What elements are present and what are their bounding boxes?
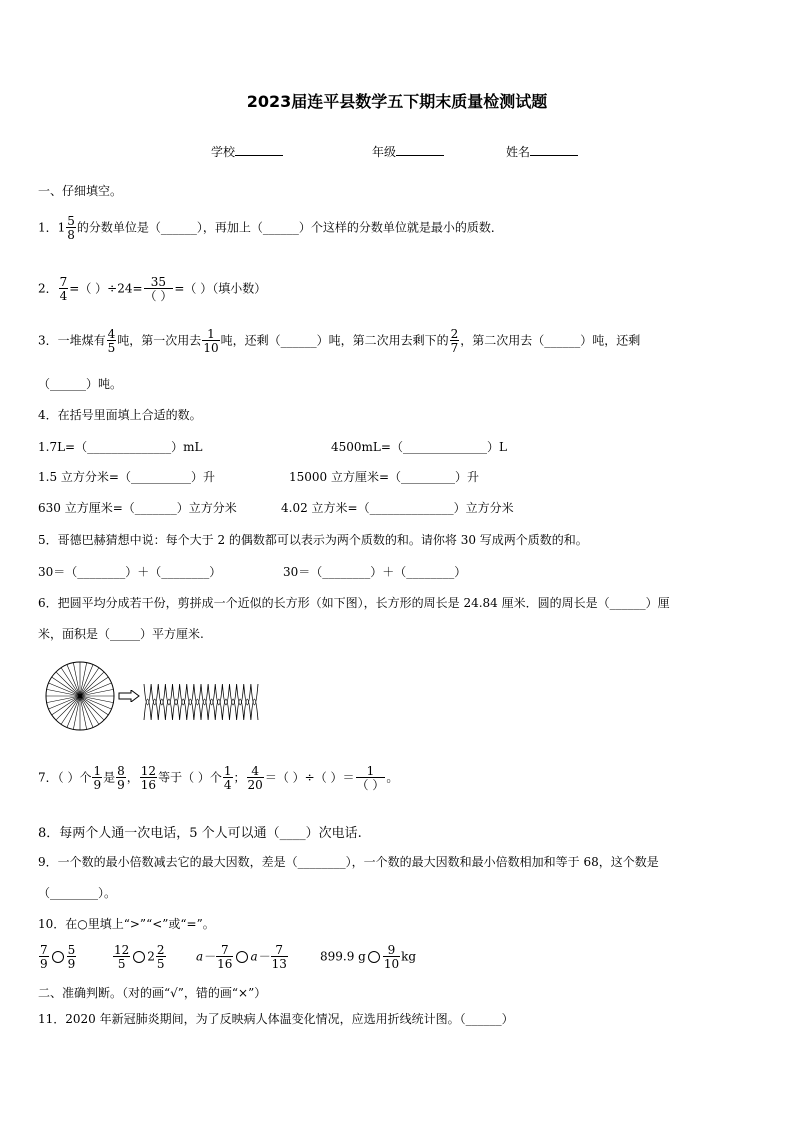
q1-text: 的分数单位是（______），再加上（______）个这样的分数单位就是最小的质数． <box>76 220 503 235</box>
q3-text-b: 吨，第一次用去 <box>117 333 202 348</box>
q3-numerator-2: 1 <box>207 327 215 341</box>
grade-field <box>372 143 444 160</box>
q7-text-f: ； <box>233 770 246 785</box>
school-field <box>211 143 283 160</box>
q7-fraction-6 <box>356 765 386 791</box>
question-3 <box>38 328 640 354</box>
q3-denominator-3: 7 <box>450 341 459 355</box>
name-field <box>506 143 578 160</box>
sector-line <box>80 696 104 720</box>
q10-c2-frac-2 <box>156 944 166 970</box>
grade-blank[interactable] <box>396 143 444 156</box>
rectangle-sectors-top <box>144 684 258 705</box>
q10-c4-frac <box>383 944 400 970</box>
page-title: 2023届连平县数学五下期末质量检测试题 <box>246 92 548 111</box>
q3-text-a: 一堆煤有 <box>57 333 106 348</box>
q3-text-e: ，第二次用去（______）吨，还剩 <box>460 333 641 348</box>
q10-c3-a: a－ <box>196 949 216 964</box>
q3-fraction-2 <box>202 328 219 354</box>
q4-row3-b: 4.02 立方米=（______________）立方分米 <box>281 501 514 515</box>
q10-c2-n2: 2 <box>156 943 165 957</box>
q7-fraction-2 <box>116 765 126 791</box>
q7-text-c: ， <box>126 770 139 785</box>
q7-n6: 1 <box>366 764 375 778</box>
question-1 <box>38 215 503 241</box>
q10-c3-n1: 7 <box>220 943 229 957</box>
q3-denominator-2: 10 <box>203 341 219 355</box>
q3-fraction-1 <box>107 328 117 354</box>
q10-c4-d: 10 <box>383 957 400 971</box>
q2-denominator-1: 4 <box>59 289 68 303</box>
q4-row1-a: 1.7L=（______________）mL <box>38 440 203 454</box>
question-11: 11．2020 年新冠肺炎期间，为了反映病人体温变化情况，应选用折线统计图。（______） <box>38 1012 514 1026</box>
q10-c2-d2: 5 <box>156 957 165 971</box>
arrow-right-icon <box>118 690 140 702</box>
question-7 <box>38 765 398 791</box>
section-2-heading: 二、准确判断。（对的画“√”，错的画“×”） <box>38 986 267 1000</box>
name-label: 姓名 <box>506 145 531 159</box>
q1-number: 1． <box>38 220 58 235</box>
q7-text-a: （ ）个 <box>57 770 92 785</box>
q10-c4-n: 9 <box>387 943 396 957</box>
q7-d4: 4 <box>223 778 232 792</box>
section-1-heading: 一、仔细填空。 <box>38 184 123 198</box>
q10-c3-frac-2 <box>271 944 288 970</box>
q10-c1-d1: 9 <box>40 957 48 971</box>
q1-numerator: 5 <box>67 214 75 228</box>
q3-denominator-1: 5 <box>107 341 116 355</box>
sector-line <box>80 672 104 696</box>
q2-text-a: =（ ）÷24= <box>69 281 143 296</box>
q3-text-c: 吨，还剩（______）吨，第二次用去剩下的 <box>220 333 449 348</box>
q7-fraction-1 <box>92 765 102 791</box>
q7-text-h: 。 <box>386 770 399 785</box>
q5-answer-a: 30＝（________）＋（________） <box>38 565 222 579</box>
q10-c3-frac-1 <box>216 944 233 970</box>
q7-d6: （ ） <box>356 778 385 792</box>
q7-n4: 1 <box>223 764 232 778</box>
compare-circle-2[interactable] <box>133 951 145 963</box>
q7-text-g: ＝（ ）÷（ ）＝ <box>264 770 355 785</box>
question-4: 4．在括号里面填上合适的数。 <box>38 408 202 422</box>
question-9-continued: （________）。 <box>38 886 117 900</box>
q10-compare-2 <box>112 944 167 970</box>
q10-c1-n2: 5 <box>67 943 76 957</box>
q2-fraction-2 <box>144 276 174 302</box>
compare-circle-3[interactable] <box>236 951 248 963</box>
q7-number: 7． <box>38 770 58 785</box>
q2-number: 2． <box>38 281 58 296</box>
q10-c3-n2: 7 <box>275 943 284 957</box>
q3-number: 3． <box>38 333 58 348</box>
q10-compare-3 <box>196 944 289 970</box>
q7-d5: 20 <box>247 778 263 792</box>
q2-fraction-1 <box>59 276 69 302</box>
q3-numerator-3: 2 <box>450 327 459 341</box>
q10-c1-frac-1 <box>39 944 49 970</box>
q10-c2-whole: 2 <box>147 949 155 964</box>
q1-whole: 1 <box>57 220 66 235</box>
question-10: 10．在○里填上“>”“<”或“=”。 <box>38 917 215 931</box>
sector-line <box>56 672 80 696</box>
q1-fraction <box>66 215 76 241</box>
q10-compare-1 <box>38 944 77 970</box>
q7-text-b: 是 <box>103 770 116 785</box>
question-5: 5．哥德巴赫猜想中说：每个大于 2 的偶数都可以表示为两个质数的和。请你将 30 写成两个质数的和。 <box>38 533 588 547</box>
name-blank[interactable] <box>530 143 578 156</box>
q10-c3-d2: 13 <box>271 957 287 971</box>
q7-fraction-3 <box>140 765 157 791</box>
q7-n2: 8 <box>117 764 125 778</box>
q7-d1: 9 <box>93 778 102 792</box>
q10-c4-unit: kg <box>401 949 417 964</box>
q7-fraction-4 <box>223 765 233 791</box>
q2-numerator-1: 7 <box>59 275 68 289</box>
q7-n5: 4 <box>251 764 259 778</box>
q10-c2-frac-1 <box>113 944 130 970</box>
q7-d2: 9 <box>117 778 125 792</box>
q10-c4-a: 899.9 g <box>320 949 366 964</box>
q10-compare-4 <box>320 944 416 970</box>
q10-c3-d1: 16 <box>217 957 233 971</box>
q5-answer-b: 30＝（________）＋（________） <box>283 565 467 579</box>
q4-row2-a: 1.5 立方分米=（__________）升 <box>38 470 215 484</box>
sector-line <box>56 696 80 720</box>
question-9: 9．一个数的最小倍数减去它的最大因数，差是（________），一个数的最大因数和最小倍数相加和等于 68，这个数是 <box>38 855 659 869</box>
q2-numerator-2: 35 <box>150 275 167 289</box>
compare-circle-1[interactable] <box>52 951 64 963</box>
question-2 <box>38 276 266 302</box>
q7-text-e: 等于（ ）个 <box>158 770 222 785</box>
q10-c1-d2: 9 <box>67 957 76 971</box>
q10-c1-n1: 7 <box>40 943 48 957</box>
q7-n1: 1 <box>93 764 102 778</box>
compare-circle-4[interactable] <box>368 951 380 963</box>
q4-row3-a: 630 立方厘米=（_______）立方分米 <box>38 501 237 515</box>
question-8: 8．每两个人通一次电话，5 个人可以通（____）次电话. <box>38 826 362 841</box>
q4-row1-b: 4500mL=（______________）L <box>331 440 507 454</box>
q10-c2-d1: 5 <box>113 956 130 970</box>
q10-c1-frac-2 <box>67 944 77 970</box>
q2-text-b: =（ ）（填小数） <box>174 281 267 296</box>
school-label: 学校 <box>211 145 236 159</box>
question-6: 6．把圆平均分成若干份，剪拼成一个近似的长方形（如下图），长方形的周长是 24.84 厘米．圆的周长是（______）厘 <box>38 596 670 610</box>
q7-d3: 16 <box>140 778 157 792</box>
grade-label: 年级 <box>372 145 397 159</box>
question-3-continued: （______）吨。 <box>38 377 123 391</box>
q7-n3: 12 <box>140 764 157 778</box>
rectangle-sectors-bottom <box>144 699 258 720</box>
q4-row2-b: 15000 立方厘米=（_________）升 <box>289 470 480 484</box>
q10-c2-n1: 12 <box>114 943 130 957</box>
q7-fraction-5 <box>247 765 264 791</box>
q1-denominator: 8 <box>67 228 75 242</box>
approx-rectangle-figure <box>142 682 260 722</box>
circle-sectors-figure <box>44 660 116 732</box>
q3-numerator-1: 4 <box>107 327 116 341</box>
school-blank[interactable] <box>235 143 283 156</box>
q10-c3-b: a－ <box>250 949 270 964</box>
q2-denominator-2: （ ） <box>144 289 173 303</box>
q3-fraction-3 <box>450 328 460 354</box>
question-6-continued: 米，面积是（_____）平方厘米. <box>38 627 204 641</box>
